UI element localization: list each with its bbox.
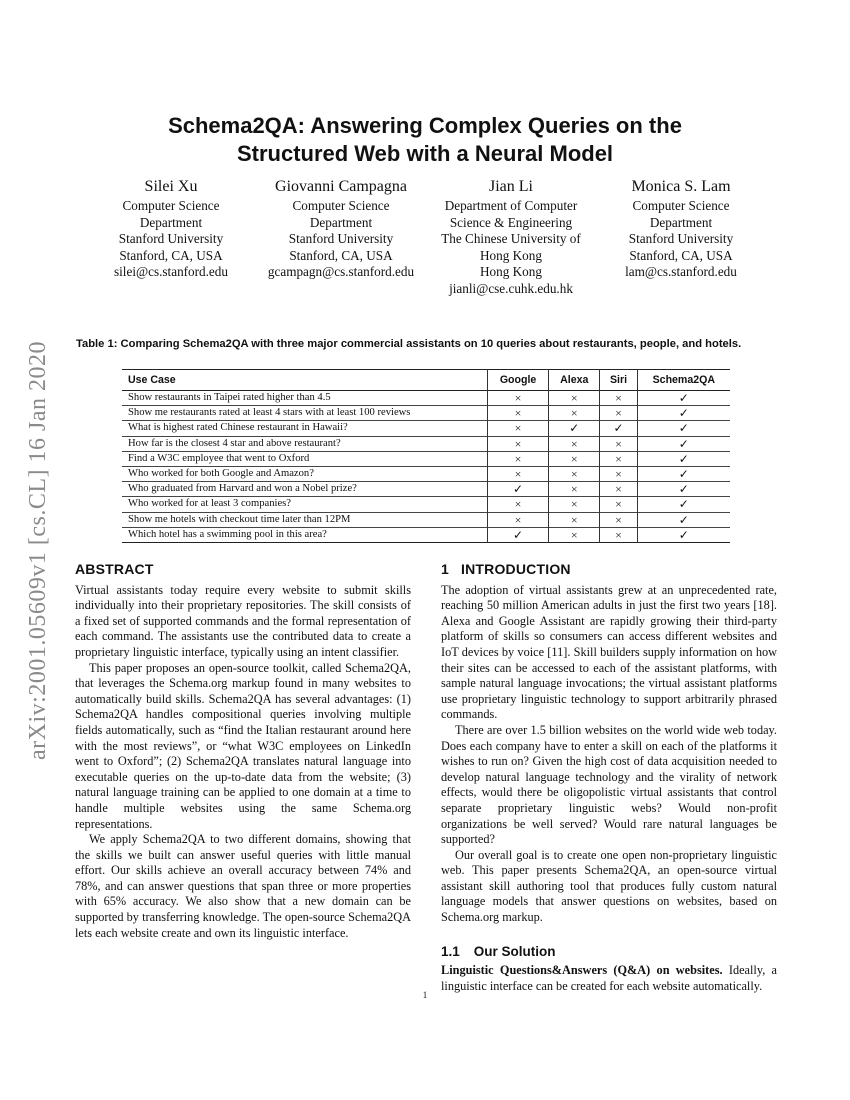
result-cell: ✓ xyxy=(637,466,730,481)
use-case-cell: Who graduated from Harvard and won a Nobel prize? xyxy=(128,483,357,495)
result-cell: × xyxy=(487,421,548,436)
author-affiliation: Stanford, CA, USA xyxy=(629,247,733,263)
result-cell: × xyxy=(487,391,548,406)
author-monica-lam xyxy=(596,177,766,298)
intro-paragraph: The adoption of virtual assistants grew at an unprecedented rate, reaching 50 million American adults in just the first two years [18]. Alexa and Google Assistant are rapidly growing their third-party platform of skills so consumers can access different websites and IoT devices by voice [11]. Skill builders supply information on how their sites can be accessed to each of the assistant platforms, with sample natural language invocations; the virtual assistant platforms use proprietary linguistic technology to support arbitrarily phrased commands. xyxy=(441,582,777,722)
result-cell: × xyxy=(487,436,548,451)
use-case-cell: Who worked for at least 3 companies? xyxy=(128,498,291,510)
author-email: silei@cs.stanford.edu xyxy=(114,264,228,280)
paper-title xyxy=(80,112,770,168)
result-cell: × xyxy=(549,406,600,421)
use-case-cell: Show me restaurants rated at least 4 stars with at least 100 reviews xyxy=(128,407,411,419)
result-cell: ✓ xyxy=(637,451,730,466)
use-case-cell: Find a W3C employee that went to Oxford xyxy=(128,452,310,464)
table-row xyxy=(122,512,730,527)
use-case-cell: What is highest rated Chinese restaurant in Hawaii? xyxy=(128,422,348,434)
author-block xyxy=(86,177,766,298)
result-cell: × xyxy=(549,466,600,481)
abstract-paragraph: We apply Schema2QA to two different domains, showing that the skills we built can answer useful queries with little manual effort. Our skills achieve an overall accuracy between 74% and 78%, and can answer questions that span three or more properties with 65% accuracy. We also show that a new domain can be supported by transferring knowledge. The open-source Schema2QA lets each website create and own its linguistic interface. xyxy=(75,832,411,940)
author-affiliation: Stanford University xyxy=(288,231,394,247)
result-cell: ✓ xyxy=(637,406,730,421)
table-row xyxy=(122,482,730,497)
table-row xyxy=(122,497,730,512)
arxiv-stamp: arXiv:2001.05609v1 [cs.CL] 16 Jan 2020 xyxy=(24,340,51,760)
result-cell: ✓ xyxy=(549,421,600,436)
result-cell: × xyxy=(549,451,600,466)
author-affiliation: Computer Science xyxy=(292,198,390,213)
result-cell: ✓ xyxy=(487,482,548,497)
result-cell: × xyxy=(487,512,548,527)
result-cell: × xyxy=(600,406,637,421)
result-cell: × xyxy=(600,512,637,527)
section-title: INTRODUCTION xyxy=(461,561,571,577)
author-name: Giovanni Campagna xyxy=(275,178,407,195)
author-email: lam@cs.stanford.edu xyxy=(625,264,737,280)
use-case-cell: Show me hotels with checkout time later than 12PM xyxy=(128,513,351,525)
title-line: Schema2QA: Answering Complex Queries on the xyxy=(168,113,682,138)
result-cell: × xyxy=(487,406,548,421)
result-cell: ✓ xyxy=(637,482,730,497)
result-cell: ✓ xyxy=(487,527,548,542)
table-row xyxy=(122,406,730,421)
result-cell: ✓ xyxy=(637,436,730,451)
author-affiliation: Stanford University xyxy=(118,231,224,247)
abstract-section xyxy=(75,562,411,941)
result-cell: ✓ xyxy=(637,391,730,406)
abstract-heading: ABSTRACT xyxy=(75,561,154,577)
header-use-case: Use Case xyxy=(128,374,176,386)
author-affiliation: Stanford University xyxy=(628,231,734,247)
author-name: Monica S. Lam xyxy=(631,178,731,195)
use-case-cell: Who worked for both Google and Amazon? xyxy=(128,468,314,480)
author-affiliation: Hong Kong xyxy=(480,264,542,280)
author-affiliation: Department xyxy=(649,214,713,230)
author-affiliation: The Chinese University of xyxy=(441,231,581,247)
author-giovanni-campagna xyxy=(256,177,426,298)
header-google: Google xyxy=(487,370,548,391)
result-cell: × xyxy=(549,512,600,527)
intro-paragraph: There are over 1.5 billion websites on the world wide web today. Does each company have to enter a skill on each of the platforms it wishes to run on? Given the high cost of data acquisition needed to develop natural language technology and the virality of network effects, would there be oligopolistic virtual assistants that control separate proprietary linguistic webs? Would non-profit organizations be well served? Would rare natural languages be supported? xyxy=(441,722,777,847)
result-cell: × xyxy=(600,482,637,497)
result-cell: ✓ xyxy=(600,421,637,436)
author-affiliation: Stanford, CA, USA xyxy=(289,247,393,263)
arxiv-stamp-container xyxy=(18,300,58,800)
table-row xyxy=(122,527,730,542)
author-affiliation: Department of Computer xyxy=(444,198,578,213)
table-row xyxy=(122,421,730,436)
author-jian-li xyxy=(426,177,596,298)
header-siri: Siri xyxy=(600,370,637,391)
subsection-title: Our Solution xyxy=(473,943,556,959)
title-line: Structured Web with a Neural Model xyxy=(236,141,614,166)
result-cell: × xyxy=(600,391,637,406)
page-number: 1 xyxy=(422,990,428,1000)
result-cell: × xyxy=(600,466,637,481)
table-row xyxy=(122,466,730,481)
subsection-text: Ideally, a linguistic interface can be created for each website automatically. xyxy=(441,963,777,993)
author-affiliation: Stanford, CA, USA xyxy=(119,247,223,263)
result-cell: × xyxy=(487,497,548,512)
table-row xyxy=(122,391,730,406)
author-affiliation: Computer Science xyxy=(632,198,730,213)
author-email: gcampagn@cs.stanford.edu xyxy=(267,264,415,280)
table-caption: Table 1: Comparing Schema2QA with three major commercial assistants on 10 queries about restaurants, people, and hotels. xyxy=(76,338,742,350)
result-cell: × xyxy=(549,391,600,406)
result-cell: ✓ xyxy=(637,421,730,436)
result-cell: × xyxy=(549,497,600,512)
header-schema2qa: Schema2QA xyxy=(637,370,730,391)
result-cell: × xyxy=(487,466,548,481)
header-alexa: Alexa xyxy=(549,370,600,391)
author-name: Silei Xu xyxy=(144,178,198,195)
table-row xyxy=(122,436,730,451)
author-affiliation: Computer Science xyxy=(122,198,220,213)
use-case-cell: Which hotel has a swimming pool in this area? xyxy=(128,528,327,540)
author-affiliation: Department xyxy=(139,214,203,230)
result-cell: ✓ xyxy=(637,497,730,512)
introduction-heading xyxy=(441,562,777,578)
author-email: jianli@cse.cuhk.edu.hk xyxy=(449,280,573,296)
abstract-paragraph: This paper proposes an open-source toolkit, called Schema2QA, that leverages the Schema.org markup found in many websites to automatically build skills. Schema2QA has several advantages: (1) Schema2QA handles compositional queries involving multiple fields automatically, such as “find the Italian restaurant around here with the most reviews”, or “what W3C employees on LinkedIn went to Oxford”; (2) Schema2QA translates natural language into executable queries on the up-to-date data from the website; (3) natural language training can be applied to one domain at a time to handle multiple websites using the same Schema.org representations. xyxy=(75,660,411,831)
result-cell: × xyxy=(549,482,600,497)
comparison-table xyxy=(122,369,730,543)
subsection-heading xyxy=(441,944,777,960)
abstract-paragraph: Virtual assistants today require every website to submit skills individually into their proprietary repositories. The skill consists of a fixed set of supported commands and the formal representation of each command. The assistants use the contributed data to create a proprietary linguistic interface, typically using an intent classifier. xyxy=(75,582,411,659)
table-row xyxy=(122,451,730,466)
author-affiliation: Hong Kong xyxy=(480,247,542,263)
result-cell: ✓ xyxy=(637,512,730,527)
result-cell: × xyxy=(600,497,637,512)
result-cell: × xyxy=(487,451,548,466)
author-affiliation: Department xyxy=(309,214,373,230)
runin-heading: Linguistic Questions&Answers (Q&A) on websites. xyxy=(441,963,723,978)
intro-paragraph: Our overall goal is to create one open non-proprietary linguistic web. This paper presents Schema2QA, an open-source virtual assistant skill authoring tool that produces fully custom natural language models that answer questions on websites, based on Schema.org markup. xyxy=(441,847,777,925)
subsection-number: 1.1 xyxy=(441,943,460,959)
use-case-cell: Show restaurants in Taipei rated higher than 4.5 xyxy=(128,392,331,404)
result-cell: ✓ xyxy=(637,527,730,542)
author-silei-xu xyxy=(86,177,256,298)
result-cell: × xyxy=(600,436,637,451)
author-affiliation: Science & Engineering xyxy=(449,214,573,230)
use-case-cell: How far is the closest 4 star and above restaurant? xyxy=(128,437,341,449)
author-name: Jian Li xyxy=(489,178,533,195)
result-cell: × xyxy=(549,527,600,542)
result-cell: × xyxy=(600,527,637,542)
introduction-section xyxy=(441,562,777,994)
table-header-row xyxy=(122,370,730,391)
section-number: 1 xyxy=(441,561,449,577)
result-cell: × xyxy=(600,451,637,466)
result-cell: × xyxy=(549,436,600,451)
